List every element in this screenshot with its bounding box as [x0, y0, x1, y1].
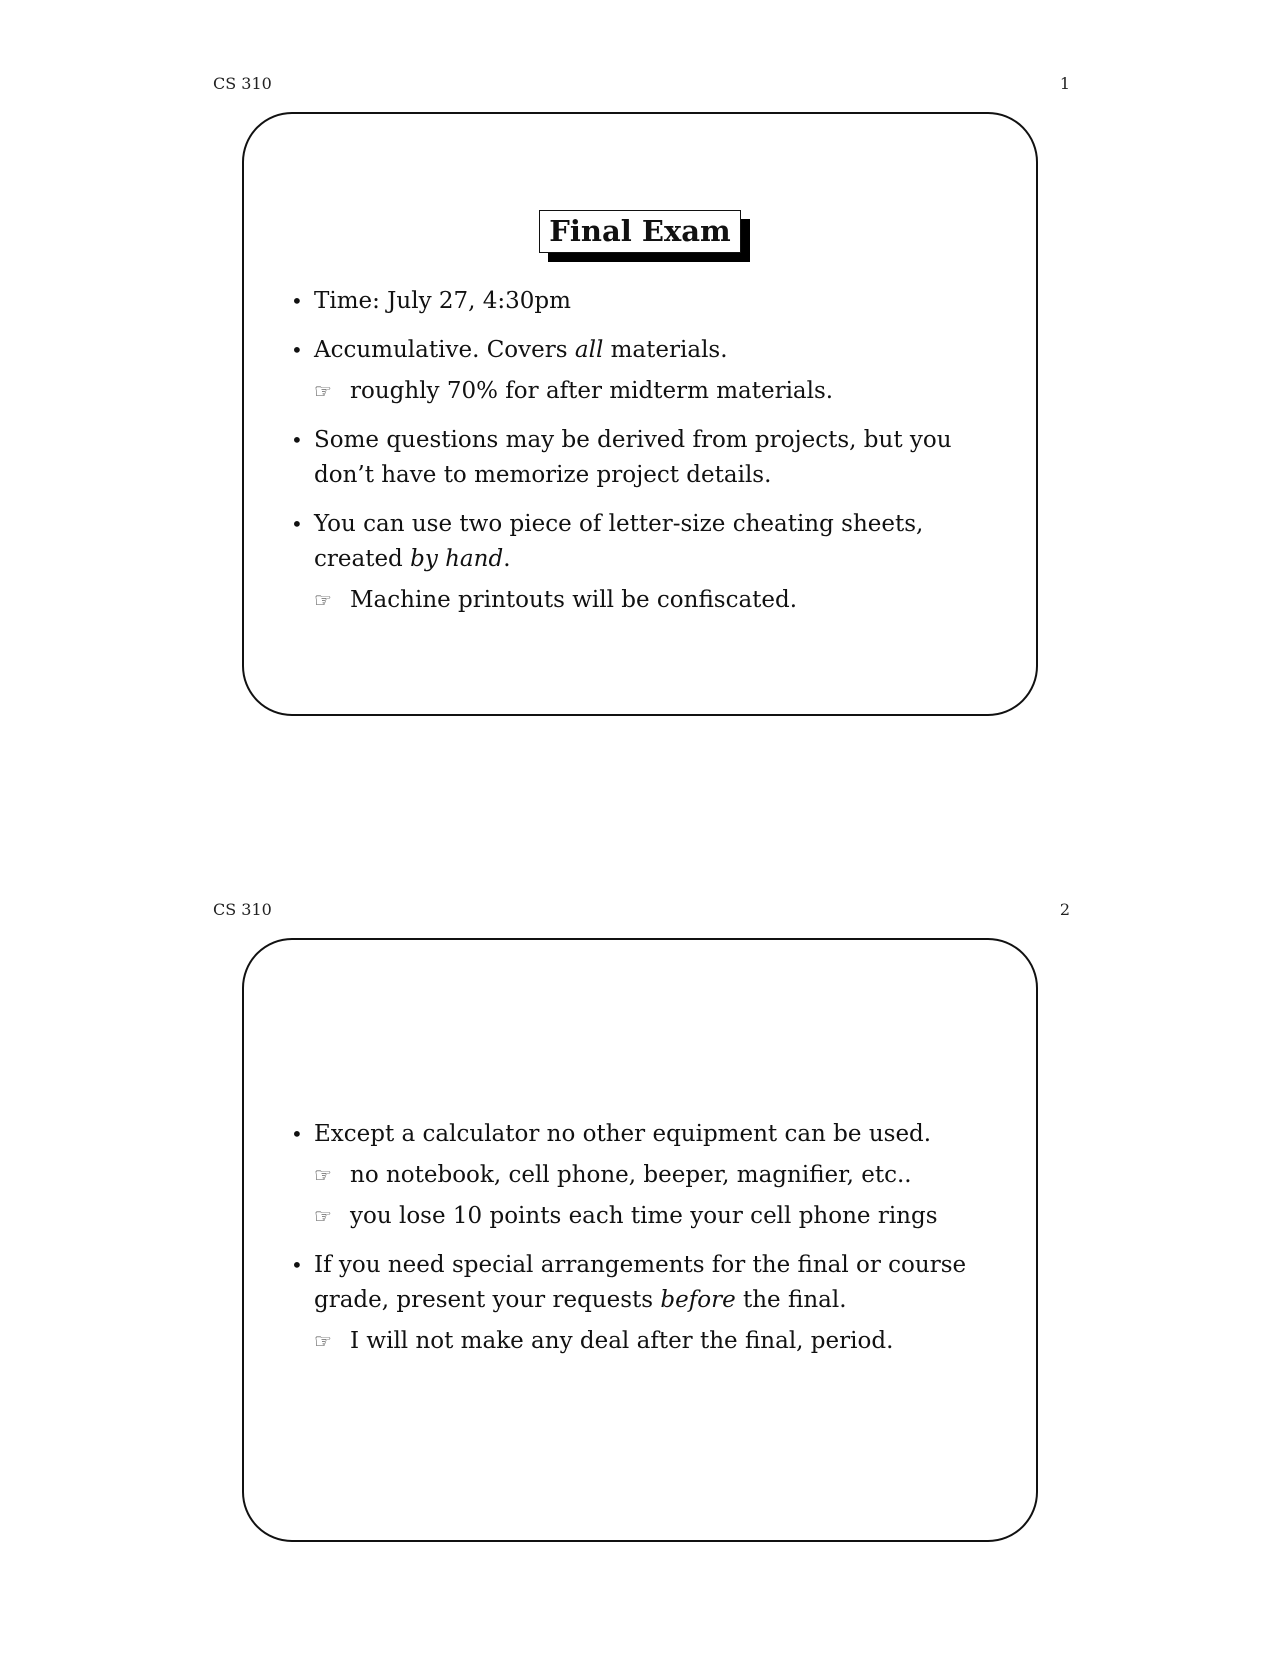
list-item — [286, 1248, 1002, 1359]
course-header: CS 310 — [213, 74, 272, 93]
item-text: Time: July 27, 4:30pm — [314, 288, 571, 314]
item-text: Accumulative. Covers — [314, 337, 575, 363]
pointing-hand-icon: ☞ — [314, 588, 332, 612]
list-item — [286, 1117, 1002, 1234]
bullet-icon: • — [291, 512, 303, 536]
item-emphasis: before — [660, 1287, 736, 1313]
bullet-icon: • — [291, 428, 303, 452]
slide-1 — [242, 112, 1038, 716]
bullet-icon: • — [291, 289, 303, 313]
sub-item-text: no notebook, cell phone, beeper, magnifier, etc.. — [350, 1162, 912, 1188]
pointing-hand-icon: ☞ — [314, 1329, 332, 1353]
item-text: materials. — [603, 337, 728, 363]
item-text: the final. — [735, 1287, 847, 1313]
page-number: 1 — [1059, 74, 1070, 93]
sub-item — [314, 1158, 1002, 1193]
list-item — [286, 333, 1002, 409]
list-item — [286, 284, 1002, 319]
item-emphasis: all — [574, 337, 604, 363]
sub-item — [314, 1324, 1002, 1359]
page-number: 2 — [1059, 900, 1070, 919]
slide-1-content — [286, 284, 1002, 632]
slide-2-content — [286, 1117, 1002, 1373]
list-item — [286, 423, 1002, 493]
item-text: You can use two piece of letter-size cheating sheets, created — [314, 511, 924, 572]
sub-item — [314, 1199, 1002, 1234]
item-text: Some questions may be derived from projects, but you don’t have to memorize project details. — [314, 427, 952, 488]
item-text: If you need special arrangements for the final or course grade, present your requests — [314, 1252, 967, 1313]
sub-item-text: you lose 10 points each time your cell phone rings — [350, 1203, 938, 1229]
bullet-icon: • — [291, 1253, 303, 1277]
item-text: . — [503, 546, 511, 572]
sub-item-text: I will not make any deal after the final, period. — [350, 1328, 894, 1354]
pointing-hand-icon: ☞ — [314, 1204, 332, 1228]
item-emphasis: by hand — [410, 546, 504, 572]
sub-item-text: Machine printouts will be confiscated. — [350, 587, 798, 613]
item-text: Except a calculator no other equipment can be used. — [314, 1121, 932, 1147]
bullet-icon: • — [291, 338, 303, 362]
title-wrap — [244, 210, 1036, 253]
sub-item — [314, 583, 1002, 618]
slide-2 — [242, 938, 1038, 1542]
pointing-hand-icon: ☞ — [314, 379, 332, 403]
list-item — [286, 507, 1002, 618]
pointing-hand-icon: ☞ — [314, 1163, 332, 1187]
sub-item-text: roughly 70% for after midterm materials. — [350, 378, 834, 404]
course-header: CS 310 — [213, 900, 272, 919]
sub-item — [314, 374, 1002, 409]
bullet-icon: • — [291, 1122, 303, 1146]
slide-title: Final Exam — [539, 210, 740, 253]
